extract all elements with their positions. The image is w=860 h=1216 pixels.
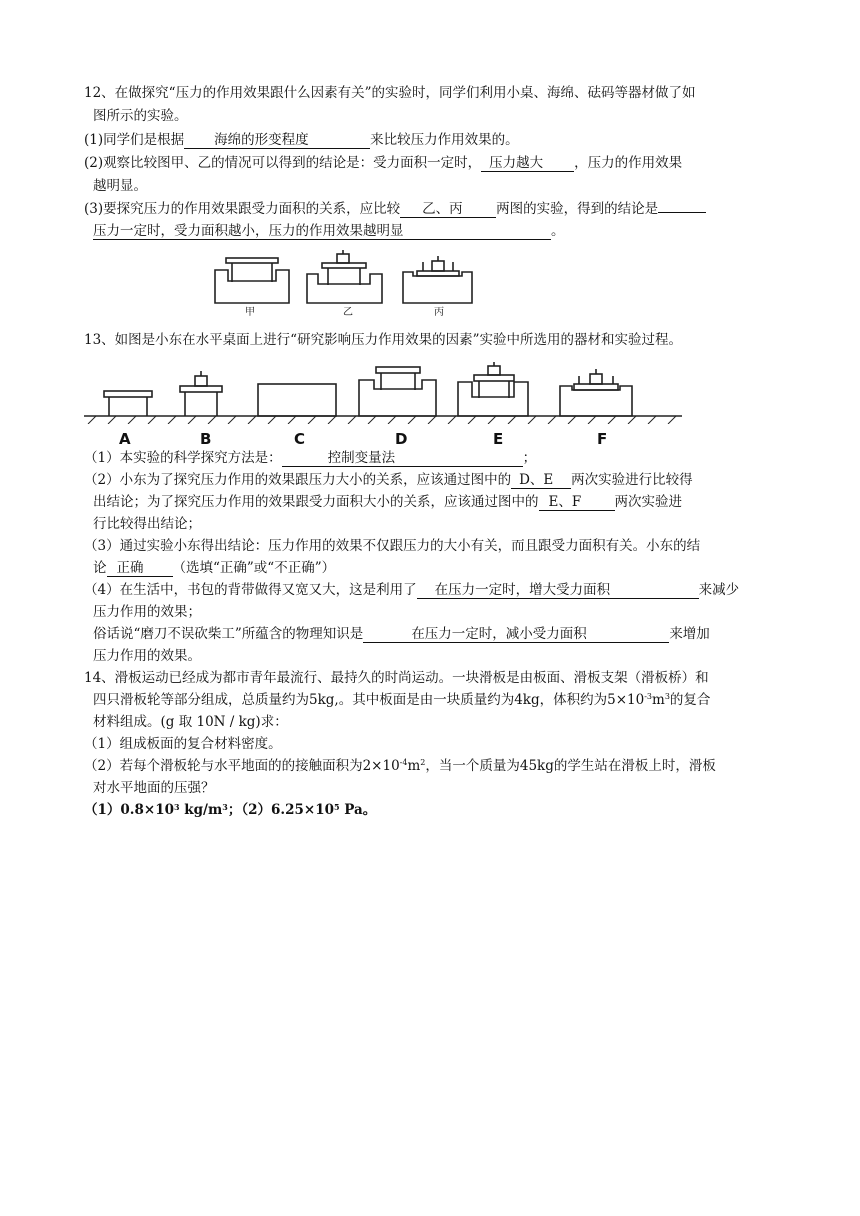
q12-answer-3b: 压力一定时，受力面积越小，压力的作用效果越明显 (93, 223, 551, 240)
q12-answer-3: 乙、丙 (400, 201, 496, 218)
q13-fig-label-D: D (395, 430, 408, 448)
q13-part-2-line-3: 行比较得出结论； (93, 516, 201, 532)
q13-part-4-line-2: 压力作用的效果； (93, 604, 201, 620)
table-jia (226, 258, 278, 263)
q12-fig-label-jia: 甲 (245, 307, 255, 318)
q12-part-2: (2)观察比较图甲、乙的情况可以得到的结论是：受力面积一定时， 压力越大 ，压力的作用效果 (84, 155, 683, 171)
q12-part-2-line-2: 越明显。 (93, 178, 147, 194)
q14-part-1: （1）组成板面的复合材料密度。 (84, 736, 282, 752)
q13-fig-label-B: B (200, 430, 212, 448)
q13-part-4-line-4: 压力作用的效果。 (93, 648, 201, 664)
q13-part-4: （4）在生活中，书包的背带做得又宽又大，这是利用了 在压力一定时，增大受力面积 来减少 (84, 582, 740, 598)
table-B (180, 386, 222, 392)
q12-line-2: 图所示的实验。 (93, 108, 188, 124)
q13-line-1: 13、如图是小东在水平桌面上进行“研究影响压力作用效果的因素”实验中所选用的器材和实验过程。 (84, 332, 682, 348)
q12-fig-label-bing: 丙 (434, 307, 444, 318)
q14-line-3: 材料组成。(g 取 10N / kg)求： (93, 714, 288, 730)
q13-part-1: （1）本实验的科学探究方法是： 控制变量法 ； (84, 450, 537, 466)
q12-fig-label-yi: 乙 (343, 307, 353, 318)
weight-yi (337, 254, 349, 263)
q13-part-2-line-2: 出结论；为了探究压力作用的效果跟受力面积大小的关系，应该通过图中的 E、F 两次实验进 (93, 494, 682, 510)
weight-bing (432, 261, 444, 271)
q13-answer-1: 控制变量法 (282, 450, 523, 467)
table-A (104, 391, 152, 397)
q12-answer-2: 压力越大 (481, 155, 574, 172)
sponge-C (258, 384, 336, 416)
q14-answer: $(1)0.8\times 10^3$ $kg/m^3$；$(2)6.25\times 10^5$ Pa。 (84, 802, 377, 818)
table-D (376, 367, 420, 373)
q14-line-1: 14、滑板运动已经成为都市青年最流行、最持久的时尚运动。一块滑板是由板面、滑板支架（滑板桥）和 (84, 670, 709, 686)
q13-answer-2b: E、F (539, 494, 615, 511)
sponge-D (359, 380, 436, 416)
weight-F (590, 374, 602, 384)
weight-B (195, 376, 207, 386)
q13-part-2: （2）小东为了探究压力作用的效果跟压力大小的关系，应该通过图中的 D、E 两次实验进行比较得 (84, 472, 693, 488)
q13-answer-3: 正确 (107, 560, 173, 577)
sponge-jia (215, 270, 289, 303)
sponge-E (458, 382, 528, 416)
q13-answer-4: 在压力一定时，增大受力面积 (417, 582, 699, 599)
q14-part-2: （2）若每个滑板轮与水平地面的的接触面积为$2\times 10^{-4}m^2$，当一个质量为45kg的学生站在滑板上时，滑板 (84, 758, 716, 774)
q13-fig-label-A: A (119, 430, 131, 448)
weight-E (488, 366, 500, 375)
q13-answer-4b: 在压力一定时，减小受力面积 (363, 626, 669, 643)
q13-fig-label-E: E (493, 430, 504, 448)
q13-fig-label-C: C (294, 430, 306, 448)
q12-part-3: (3)要探究压力的作用效果跟受力面积的关系，应比较 乙、丙 两图的实验，得到的结论是 (84, 200, 706, 218)
q13-part-3-line-2: 论 正确 （选填“正确”或“不正确”） (93, 560, 336, 576)
q12-line-1: 12、在做探究“压力的作用效果跟什么因素有关”的实验时，同学们利用小桌、海绵、砝码等器材做了如 (84, 85, 696, 101)
q12-part-1: (1)同学们是根据 海绵的形变程度 来比较压力作用效果的。 (84, 132, 519, 148)
q13-part-3: （3）通过实验小东得出结论：压力作用的效果不仅跟压力的大小有关，而且跟受力面积有关。小东的结 (84, 538, 701, 554)
q13-fig-label-F: F (597, 430, 608, 448)
q13-answer-2: D、E (511, 472, 571, 489)
q13-figure (84, 362, 684, 424)
table-E (474, 375, 514, 381)
q12-answer-1: 海绵的形变程度 (184, 132, 370, 149)
q14-line-2: 四只滑板轮等部分组成，总质量约为5kg,。其中板面是由一块质量约为4kg，体积约为$5\times 10^{-3}m^3$的复合 (93, 692, 711, 708)
q14-part-2-line-2: 对水平地面的压强？ (93, 780, 215, 796)
sponge-yi (307, 274, 382, 303)
table-F (574, 384, 618, 390)
q12-part-3-line-2: 压力一定时，受力面积越小，压力的作用效果越明显 。 (93, 223, 565, 239)
q13-part-4-line-3: 俗话说“磨刀不误砍柴工”所蕴含的物理知识是 在压力一定时，减小受力面积 来增加 (93, 626, 710, 642)
